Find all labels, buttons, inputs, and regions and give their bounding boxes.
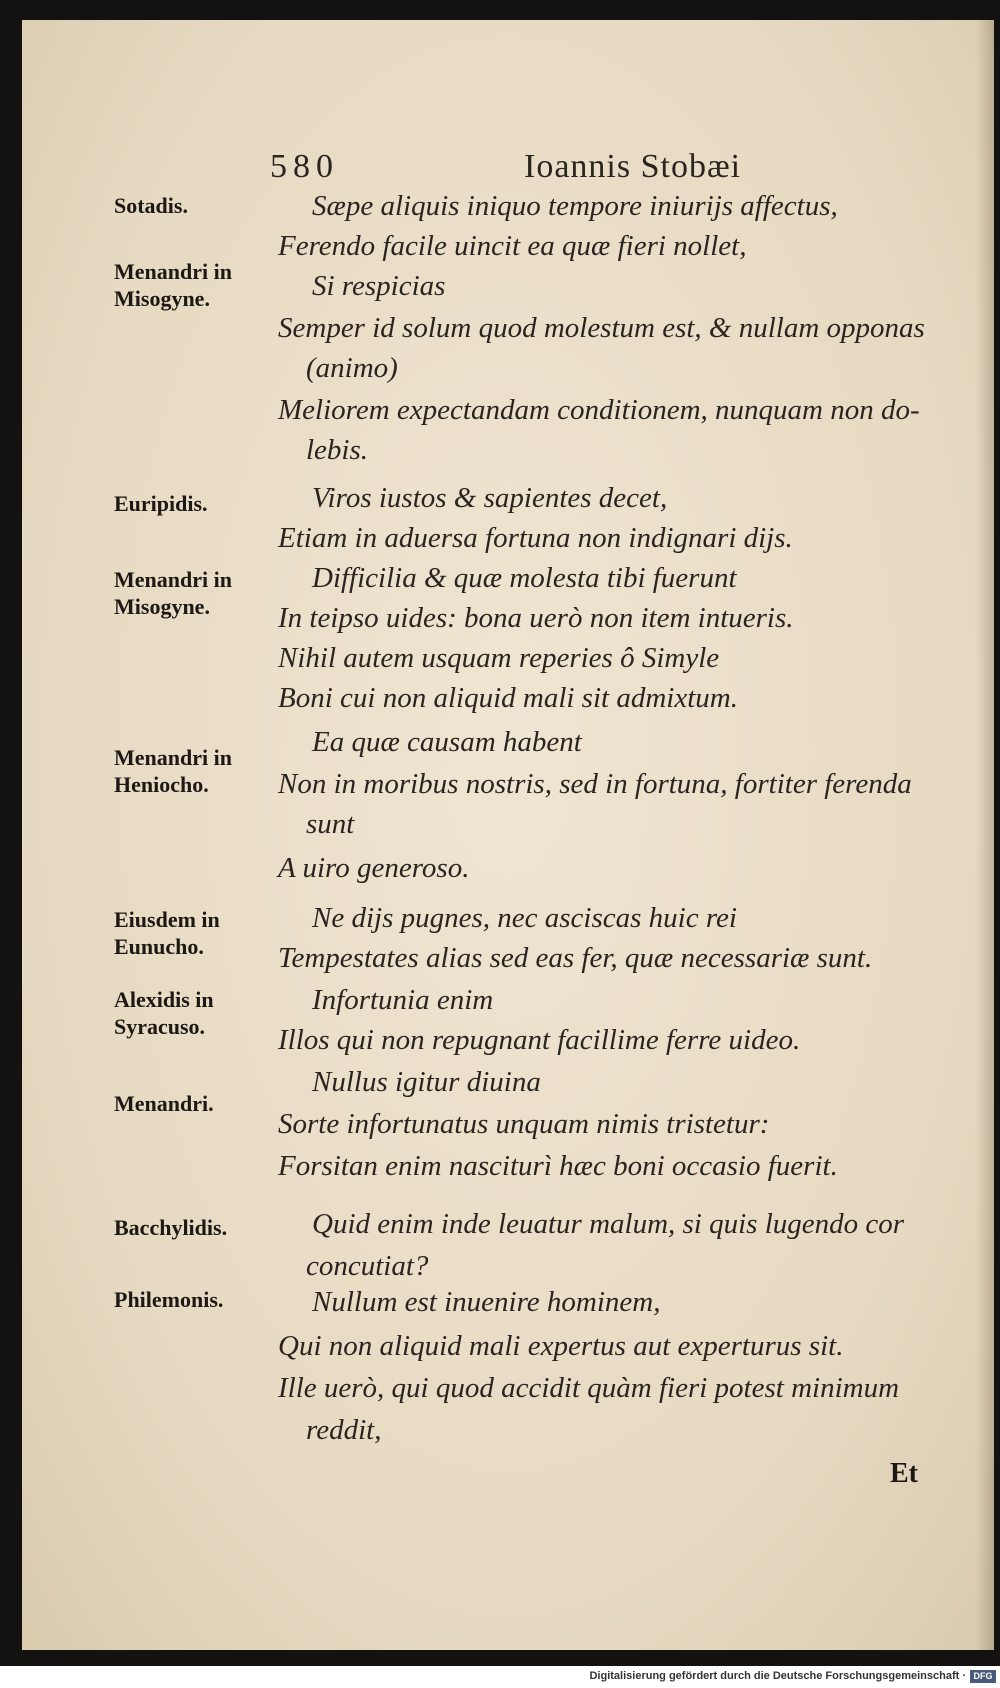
marginal-attribution [114,744,274,798]
footer-credit: Digitalisierung gefördert durch die Deutsche Forschungsgemeinschaft · [589,1670,966,1682]
verse-line: (animo) [306,352,398,384]
attribution-line: Menandri in [114,567,232,592]
verse-line: Ferendo facile uincit ea quæ fieri nollet, [278,230,747,262]
verse-line: Etiam in aduersa fortuna non indignari dijs. [278,522,793,554]
attribution-line: Alexidis in [114,987,214,1012]
verse-line: Viros iustos & sapientes decet, [312,482,668,514]
attribution-line: Euripidis. [114,491,208,516]
marginal-attribution [114,986,274,1040]
verse-line: Ille uerò, qui quod accidit quàm fieri potest minimum [278,1372,900,1404]
verse-line: Nihil autem usquam reperies ô Simyle [278,642,720,674]
verse-line: Sæpe aliquis iniquo tempore iniurijs affectus, [312,190,838,222]
verse-line: concutiat? [306,1250,429,1282]
verse-line: lebis. [306,434,369,466]
marginal-attribution [114,192,274,219]
verse-line: sunt [306,808,355,840]
verse-line: Semper id solum quod molestum est, & nullam opponas [278,312,925,344]
page-number: 580 [270,148,339,185]
book-page [22,20,994,1650]
attribution-line: Misogyne. [114,594,210,619]
running-title: Ioannis Stobæi [524,148,742,185]
verse-line: Ne dijs pugnes, nec asciscas huic rei [312,902,737,934]
marginal-attribution [114,1286,274,1313]
attribution-line: Menandri in [114,745,232,770]
verse-line: Infortunia enim [312,984,494,1016]
verse-line: Nullum est inuenire hominem, [312,1286,661,1318]
verse-line: Si respicias [312,270,446,302]
attribution-line: Syracuso. [114,1014,206,1039]
running-head [22,148,994,188]
marginal-attribution [114,566,274,620]
verse-line: Nullus igitur diuina [312,1066,541,1098]
verse-line: reddit, [306,1414,382,1446]
verse-line: Illos qui non repugnant facillime ferre uideo. [278,1024,801,1056]
verse-line: Non in moribus nostris, sed in fortuna, fortiter ferenda [278,768,912,800]
attribution-line: Philemonis. [114,1287,224,1312]
verse-line: Meliorem expectandam conditionem, nunquam non do- [278,394,920,426]
verse-line: Tempestates alias sed eas fer, quæ necessariæ sunt. [278,942,873,974]
marginal-attribution [114,906,274,960]
verse-line: A uiro generoso. [278,852,470,884]
marginal-attribution [114,258,274,312]
verse-line: Difficilia & quæ molesta tibi fuerunt [312,562,737,594]
attribution-line: Menandri in [114,259,232,284]
verse-line: Quid enim inde leuatur malum, si quis lugendo cor [312,1208,905,1240]
verse-line: Qui non aliquid mali expertus aut experturus sit. [278,1330,844,1362]
attribution-line: Bacchylidis. [114,1215,228,1240]
attribution-line: Sotadis. [114,193,188,218]
attribution-line: Eunucho. [114,934,204,959]
marginal-attribution [114,490,274,517]
verse-line: Ea quæ causam habent [312,726,582,758]
marginal-attribution [114,1090,274,1117]
attribution-line: Menandri. [114,1091,214,1116]
catchword: Et [890,1458,918,1489]
verse-line: In teipso uides: bona uerò non item intueris. [278,602,794,634]
marginal-attribution [114,1214,274,1241]
digitization-footer [0,1666,1000,1688]
verse-line: Boni cui non aliquid mali sit admixtum. [278,682,738,714]
attribution-line: Eiusdem in [114,907,220,932]
attribution-line: Misogyne. [114,286,210,311]
attribution-line: Heniocho. [114,772,209,797]
verse-line: Forsitan enim nasciturì hæc boni occasio fuerit. [278,1150,838,1182]
dfg-logo-icon: DFG [970,1670,996,1683]
verse-line: Sorte infortunatus unquam nimis tristetur: [278,1108,770,1140]
